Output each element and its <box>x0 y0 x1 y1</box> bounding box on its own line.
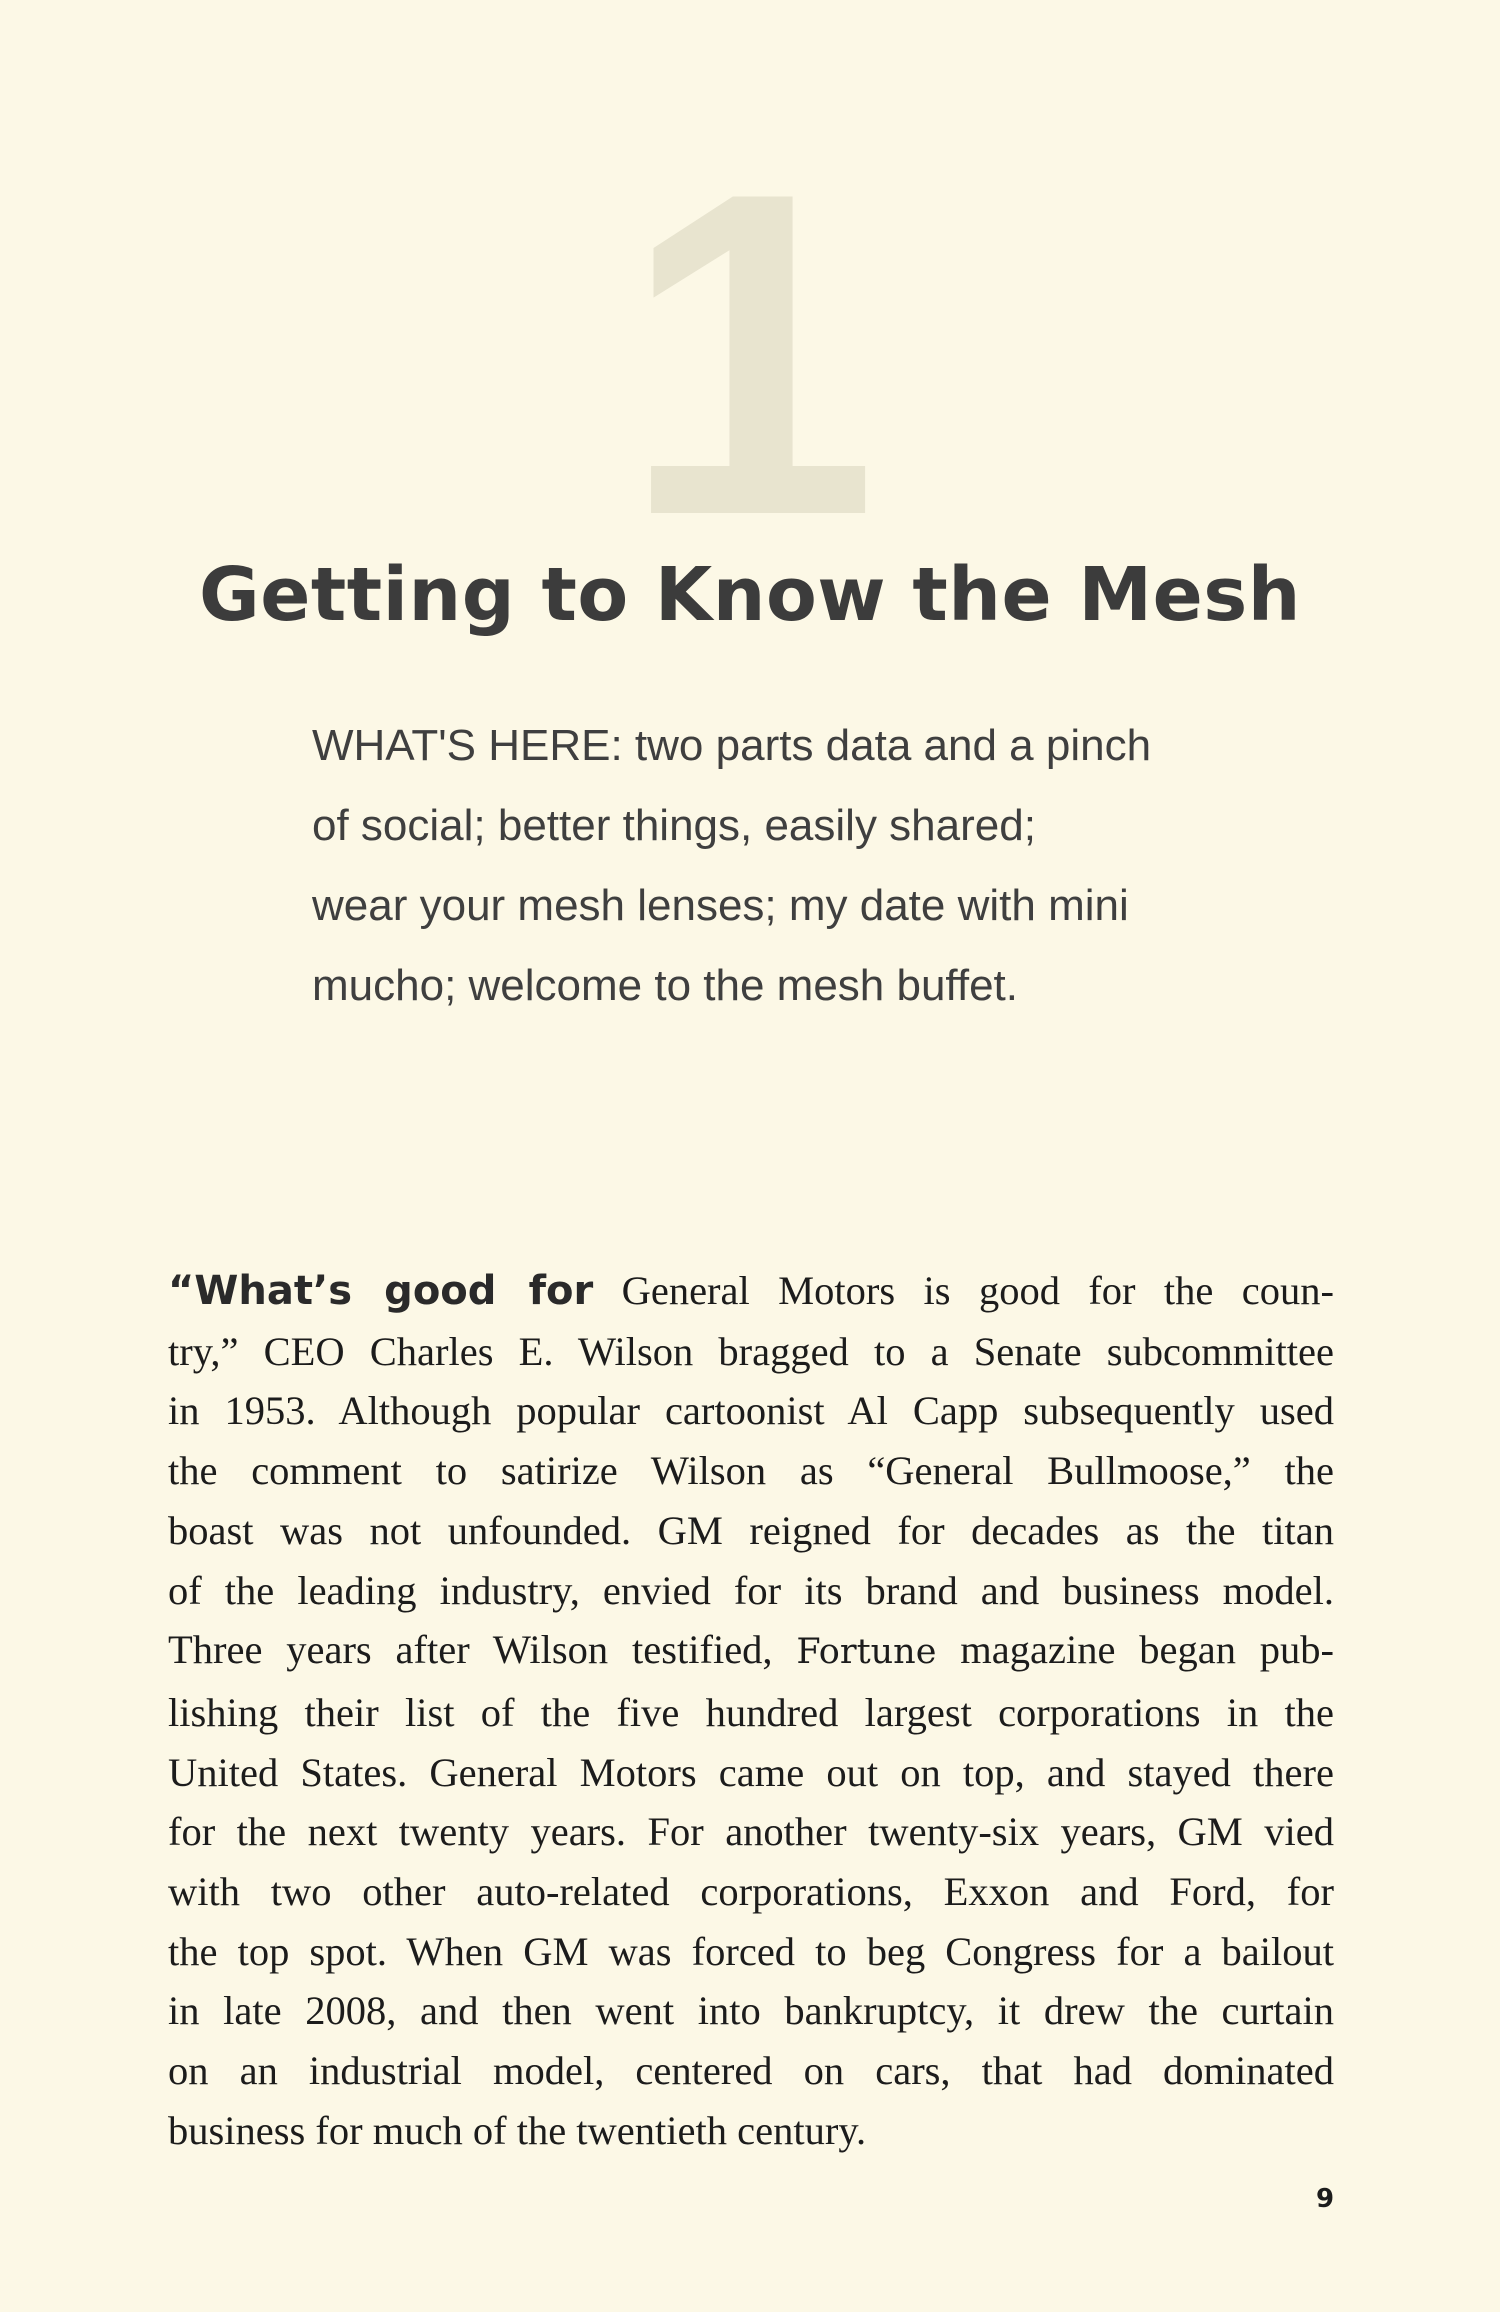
chapter-number: 1 <box>622 98 878 611</box>
whats-here-line: mucho; welcome to the mesh buffet. <box>312 961 1018 1010</box>
body-line: United States. General Motors came out on top, and stayed there <box>168 1749 1334 1795</box>
body-line <box>168 1261 1334 1322</box>
body-line: in 1953. Although popular cartoonist Al Capp subsequently used <box>168 1388 1334 1434</box>
body-line: try,” CEO Charles E. Wilson bragged to a Senate subcommittee <box>168 1328 1334 1374</box>
body-line: on an industrial model, centered on cars, that had dominated <box>168 2048 1334 2094</box>
chapter-title: Getting to Know the Mesh <box>199 552 1301 638</box>
body-paragraph <box>168 1261 1334 2161</box>
page-number: 9 <box>1316 2184 1335 2214</box>
body-line: in late 2008, and then went into bankruptcy, it drew the curtain <box>168 1988 1334 2034</box>
body-line: business for much of the twentieth century. <box>168 2107 867 2153</box>
body-line: the top spot. When GM was forced to beg Congress for a bailout <box>168 1928 1334 1974</box>
body-line: boast was not unfounded. GM reigned for decades as the titan <box>168 1507 1334 1553</box>
body-line-text: General Motors is good for the coun- <box>621 1268 1335 1313</box>
body-line <box>168 1620 1334 1683</box>
whats-here-line: WHAT'S HERE: two parts data and a pinch <box>312 721 1152 770</box>
whats-here-line: of social; better things, easily shared; <box>312 801 1036 850</box>
body-line: lishing their list of the five hundred largest corporations in the <box>168 1689 1334 1735</box>
magazine-name: Fortune <box>796 1632 937 1673</box>
body-line: the comment to satirize Wilson as “General Bullmoose,” the <box>168 1448 1334 1494</box>
body-line: with two other auto-related corporations, Exxon and Ford, for <box>168 1869 1334 1915</box>
whats-here-summary <box>312 706 1212 1026</box>
body-line: for the next twenty years. For another twenty-six years, GM vied <box>168 1809 1334 1855</box>
whats-here-line: wear your mesh lenses; my date with mini <box>312 881 1129 930</box>
body-line-text: magazine began pub- <box>960 1627 1335 1673</box>
lead-in: “What’s good for <box>168 1268 594 1314</box>
body-line: of the leading industry, envied for its brand and business model. <box>168 1567 1334 1613</box>
body-line-text: Three years after Wilson testified, <box>168 1627 773 1673</box>
